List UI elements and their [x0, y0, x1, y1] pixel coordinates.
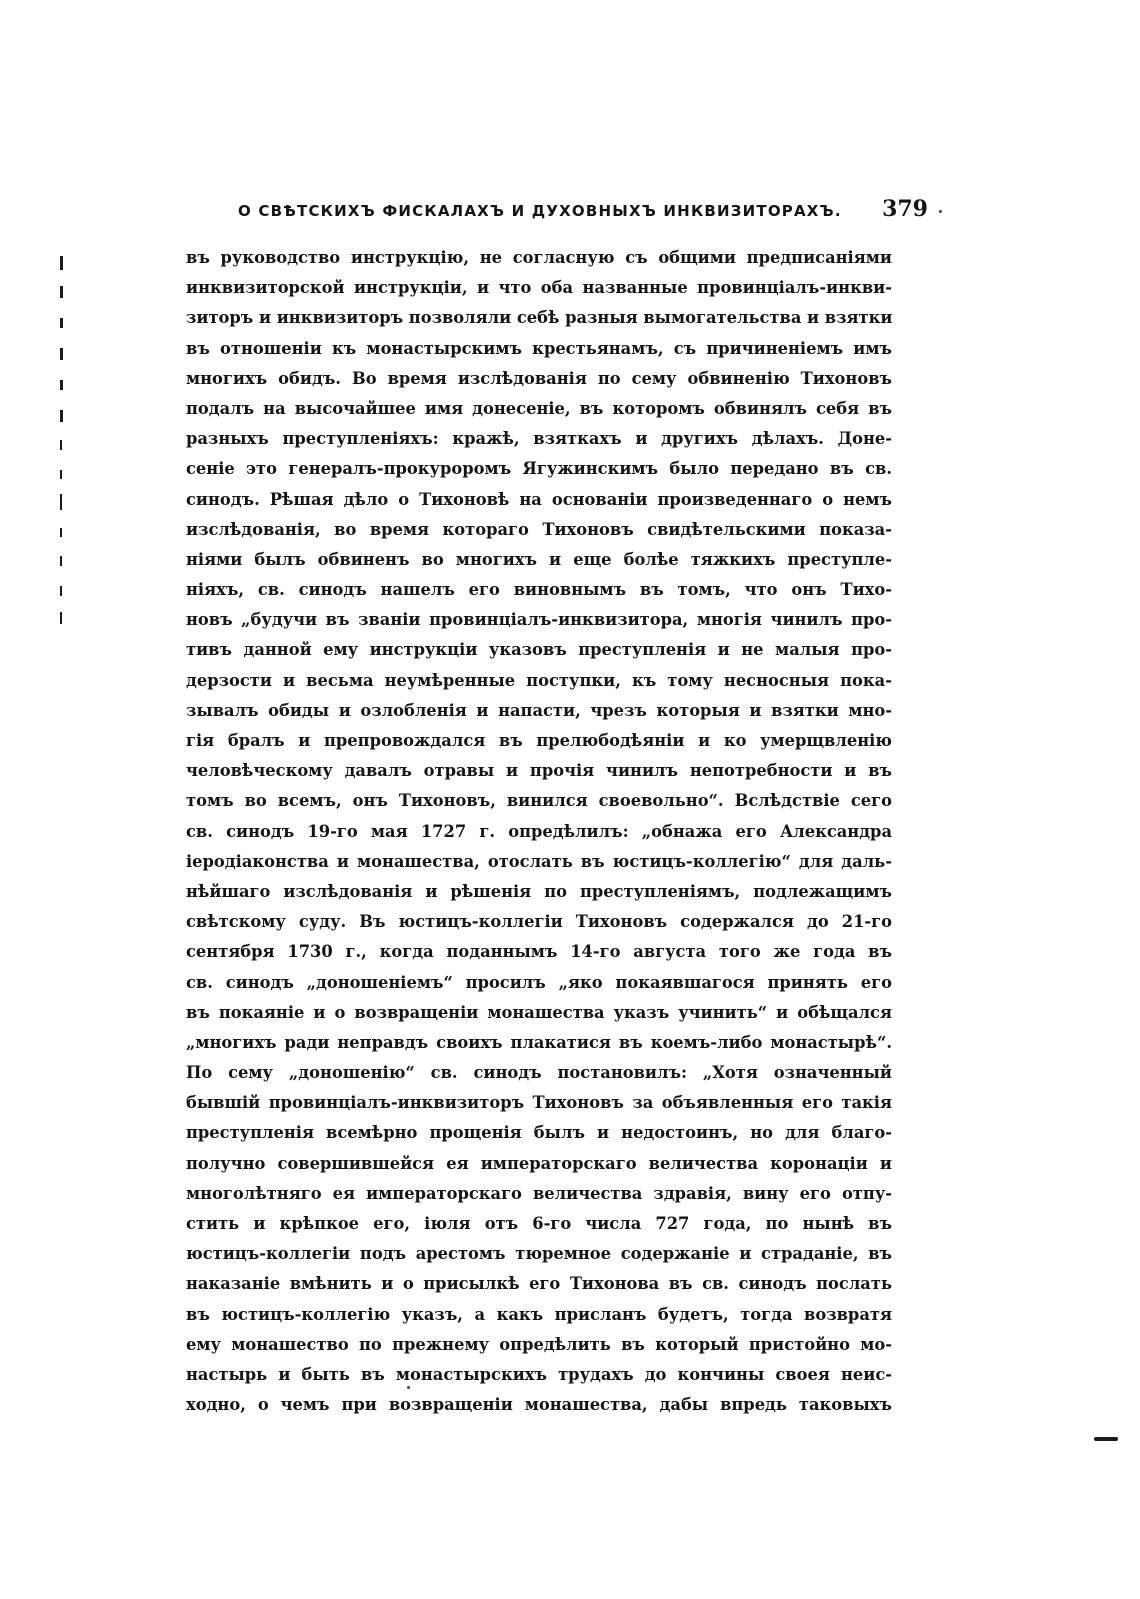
text-line: наказаніе вмѣнить и о присылкѣ его Тихонова въ св. синодъ послать	[186, 1274, 892, 1294]
text-line: ніями былъ обвиненъ во многихъ и еще болѣе тяжкихъ преступле-	[186, 549, 892, 569]
body-text	[186, 243, 892, 1420]
text-line: По сему „доношенію“ св. синодъ постановилъ: „Хотя означенный	[186, 1063, 892, 1083]
running-title: О СВѢТСКИХЪ ФИСКАЛАХЪ И ДУХОВНЫХЪ ИНКВИЗИТОРАХЪ.	[238, 202, 842, 220]
text-line: томъ во всемъ, онъ Тихоновъ, винился своевольно“. Вслѣдствіе сего	[186, 791, 892, 811]
stray-dot	[407, 1386, 410, 1389]
text-line: юстицъ-коллегіи подъ арестомъ тюремное содержаніе и страданіе, въ	[186, 1244, 892, 1264]
text-line: въ юстицъ-коллегію указъ, а какъ присланъ будетъ, тогда возвратя	[186, 1304, 892, 1324]
running-header	[238, 196, 928, 224]
text-line: ніяхъ, св. синодъ нашелъ его виновнымъ въ томъ, что онъ Тихо-	[186, 580, 892, 600]
text-line: многолѣтняго ея императорскаго величества здравія, вину его отпу-	[186, 1183, 892, 1203]
text-line: ему монашество по прежнему опредѣлить въ который пристойно мо-	[186, 1334, 892, 1354]
text-line: зиторъ и инквизиторъ позволяли себѣ разныя вымогательства и взятки	[186, 308, 892, 328]
page-number: 379	[882, 196, 928, 222]
text-line: въ покаяніе и о возвращеніи монашества указъ учинить“ и обѣщался	[186, 1002, 892, 1022]
text-line: получно совершившейся ея императорскаго величества коронаціи и	[186, 1153, 892, 1173]
text-line: св. синодъ 19-го мая 1727 г. опредѣлилъ: „обнажа его Александра	[186, 821, 892, 841]
text-line: стить и крѣпкое его, іюля отъ 6-го числа 727 года, по нынѣ въ	[186, 1214, 892, 1233]
text-line: многихъ обидъ. Во время изслѣдованія по сему обвиненію Тихоновъ	[186, 368, 892, 388]
stray-dot	[939, 210, 942, 213]
text-line: сентября 1730 г., когда поданнымъ 14-го августа того же года въ	[186, 942, 892, 962]
text-line: св. синодъ „доношеніемъ“ просилъ „яко покаявшагося принять его	[186, 972, 892, 992]
text-line: настырь и быть въ монастырскихъ трудахъ до кончины своея неис-	[186, 1364, 892, 1384]
text-line: нѣйшаго изслѣдованія и рѣшенія по преступленіямъ, подлежащимъ	[186, 881, 892, 901]
edge-dash-mark	[1094, 1437, 1118, 1441]
text-line: сеніе это генералъ-прокуроромъ Ягужинскимъ было передано въ св.	[186, 459, 892, 479]
text-line: разныхъ преступленіяхъ: кражѣ, взяткахъ и другихъ дѣлахъ. Доне-	[186, 429, 892, 449]
text-line: инквизиторской инструкціи, и что оба названные провинціалъ-инкви-	[186, 278, 892, 298]
text-line: въ отношеніи къ монастырскимъ крестьянамъ, съ причиненіемъ имъ	[186, 338, 892, 358]
margin-bleed-marks	[60, 256, 70, 626]
text-line: дерзости и весьма неумѣренные поступки, къ тому несносныя пока-	[186, 670, 892, 690]
text-line: подалъ на высочайшее имя донесеніе, въ которомъ обвинялъ себя въ	[186, 398, 892, 418]
text-line: тивъ данной ему инструкціи указовъ преступленія и не малыя про-	[186, 640, 892, 660]
text-line: ходно, о чемъ при возвращеніи монашества, дабы впредь таковыхъ	[186, 1395, 892, 1415]
text-line: преступленія всемѣрно прощенія былъ и недостоинъ, но для благо-	[186, 1123, 892, 1143]
text-line: синодъ. Рѣшая дѣло о Тихоновѣ на основаніи произведеннаго о немъ	[186, 489, 892, 509]
text-line: іеродіаконства и монашества, отослать въ юстицъ-коллегію“ для даль-	[186, 851, 892, 871]
text-line: новъ „будучи въ званіи провинціалъ-инквизитора, многія чинилъ про-	[186, 610, 892, 630]
text-line: свѣтскому суду. Въ юстицъ-коллегіи Тихоновъ содержался до 21-го	[186, 912, 892, 932]
text-line: бывшій провинціалъ-инквизиторъ Тихоновъ за объявленныя его такія	[186, 1093, 892, 1113]
text-line: зывалъ обиды и озлобленія и напасти, чрезъ которыя и взятки мно-	[186, 700, 892, 720]
text-line: изслѣдованія, во время котораго Тихоновъ свидѣтельскими показа-	[186, 519, 892, 539]
text-line: гія бралъ и препровождался въ прелюбодѣяніи и ко умерщвленію	[186, 731, 892, 750]
text-line: „многихъ ради неправдъ своихъ плакатися въ коемъ-либо монастырѣ“.	[186, 1032, 892, 1052]
text-line: человѣческому давалъ отравы и прочія чинилъ непотребности и въ	[186, 761, 892, 781]
text-line: въ руководство инструкцію, не согласную съ общими предписаніями	[186, 248, 892, 267]
